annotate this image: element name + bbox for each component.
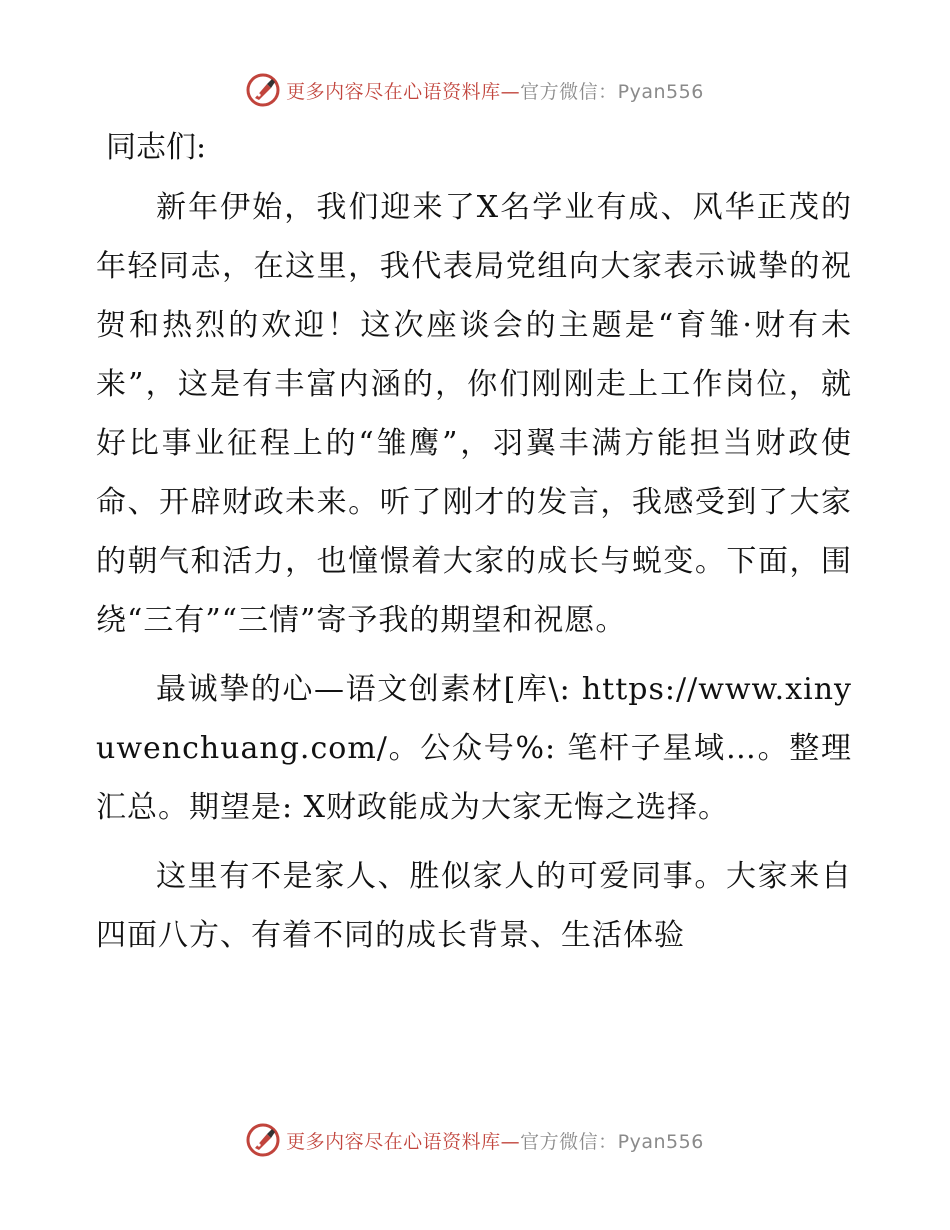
header-dash: — [500, 80, 521, 103]
footer-text [286, 1127, 704, 1154]
paragraph-3: 这里有不是家人、胜似家人的可爱同事。大家来自四面八方、有着不同的成长背景、生活体验 [96, 859, 852, 953]
header-banner [0, 70, 950, 110]
footer-dash: — [500, 1130, 521, 1153]
header-brand: 更多内容尽在心语资料库 [286, 80, 501, 103]
pen-nib-logo-icon [246, 1123, 280, 1157]
header-text [286, 77, 704, 104]
paragraph-1: 新年伊始，我们迎来了X名学业有成、风华正茂的年轻同志，在这里，我代表局党组向大家表示诚挚的祝贺和热烈的欢迎！这次座谈会的主题是“育雏·财有未来”，这是有丰富内涵的，你们刚刚走上工作岗位，就好比事业征程上的“雏鹰”，羽翼丰满方能担当财政使命、开辟财政未来。听了刚才的发言，我感受到了大家的朝气和活力，也憧憬着大家的成长与蜕变。下面，围绕“三有”“三情”寄予我的期望和祝愿。 [96, 190, 852, 638]
salutation: 同志们: [106, 130, 207, 165]
document-body [96, 122, 852, 975]
footer-brand: 更多内容尽在心语资料库 [286, 1130, 501, 1153]
pen-nib-logo-icon [246, 73, 280, 107]
header-wechat: 官方微信：Pyan556 [520, 80, 704, 103]
paragraph-2: 最诚挚的心—语文创素材[库\: https://www.xinyuwenchuang.com/。公众号%: 笔杆子星域…。整理汇总。期望是: X财政能成为大家无悔之选择。 [96, 672, 852, 825]
footer-banner [0, 1120, 950, 1160]
footer-wechat: 官方微信：Pyan556 [520, 1130, 704, 1153]
